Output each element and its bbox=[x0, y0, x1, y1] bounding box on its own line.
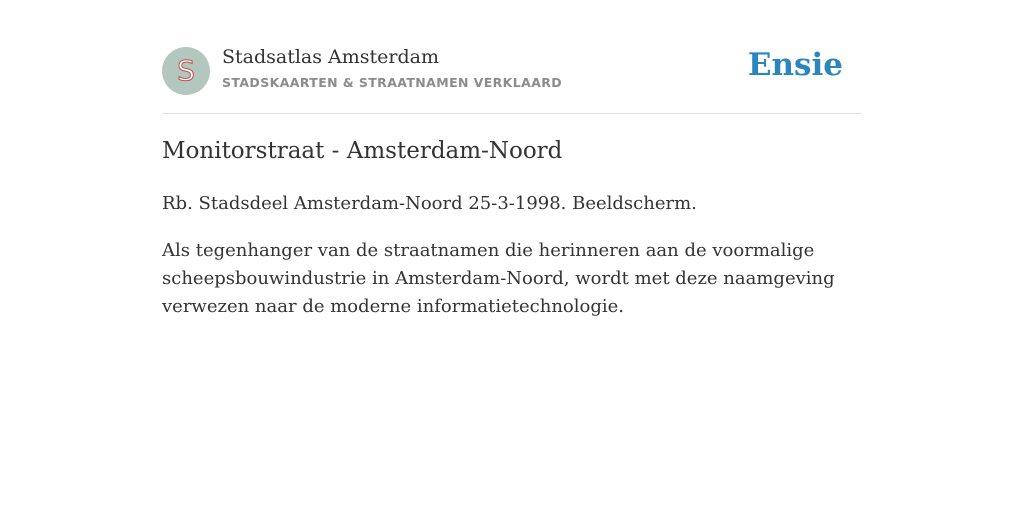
page-container bbox=[162, 0, 862, 317]
site-logo[interactable] bbox=[162, 47, 210, 95]
brand-logo-link[interactable]: Ensie bbox=[747, 47, 843, 83]
article-paragraph: Rb. Stadsdeel Amsterdam-Noord 25-3-1998. Beeldscherm. bbox=[162, 193, 697, 214]
site-header bbox=[162, 0, 862, 114]
article-paragraph: Als tegenhanger van de straatnamen die herinneren aan de voormalige scheepsbouwindustrie in Amsterdam-Noord, wordt met deze naamgeving verwezen naar de moderne informatietechnologie. bbox=[162, 240, 835, 317]
logo-letter: S bbox=[177, 54, 195, 87]
site-subtitle: STADSKAARTEN & STRAATNAMEN VERKLAARD bbox=[222, 75, 563, 90]
page-title: Monitorstraat - Amsterdam-Noord bbox=[162, 138, 563, 164]
site-title[interactable]: Stadsatlas Amsterdam bbox=[222, 46, 440, 68]
